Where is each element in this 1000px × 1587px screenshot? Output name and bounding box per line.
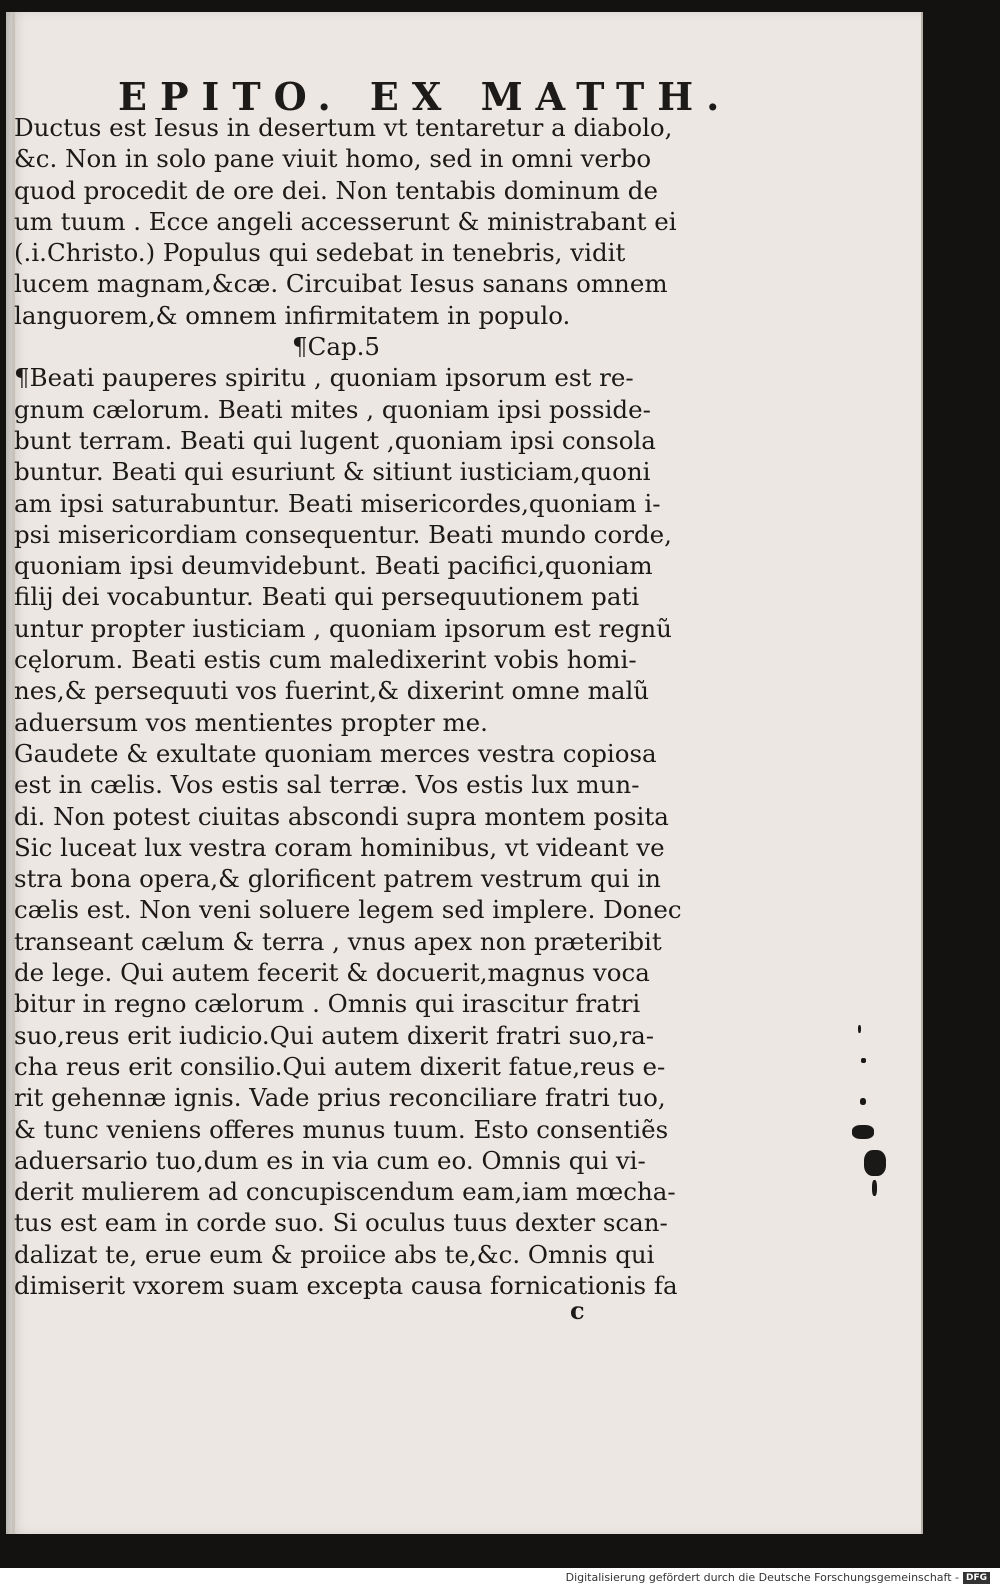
text-line: dalizat te, erue eum & proiice abs te,&c. Omnis qui [14, 1239, 655, 1269]
signature-mark: c [570, 1296, 585, 1325]
ink-mark [872, 1180, 877, 1196]
text-line: languorem,& omnem infirmitatem in populo. [14, 300, 571, 330]
ink-mark [861, 1058, 866, 1063]
text-line: est in cælis. Vos estis sal terræ. Vos estis lux mun- [14, 770, 640, 800]
text-line: Ductus est Iesus in desertum vt tentaretur a diabolo, [14, 113, 673, 142]
text-line: psi misericordiam consequentur. Beati mundo corde, [14, 519, 672, 549]
text-line: gnum cælorum. Beati mites , quoniam ipsi posside- [14, 394, 651, 424]
dfg-logo: DFG [963, 1572, 990, 1584]
text-line: aduersum vos mentientes propter me. [14, 707, 488, 737]
text-line: & tunc veniens offeres munus tuum. Esto consentiẽs [14, 1114, 669, 1144]
text-line: dimiserit vxorem suam excepta causa fornicationis fa [14, 1270, 678, 1300]
text-line: am ipsi saturabuntur. Beati misericordes,quoniam i- [14, 488, 661, 518]
ink-mark [860, 1098, 866, 1105]
running-head: EPITO. EX MATTH. [118, 74, 733, 119]
text-line: (.i.Christo.) Populus qui sedebat in tenebris, vidit [14, 238, 626, 268]
text-line: ¶Beati pauperes spiritu , quoniam ipsorum est re- [14, 363, 634, 393]
text-line: transeant cælum & terra , vnus apex non præteribit [14, 926, 662, 956]
text-line: Gaudete & exultate quoniam merces vestra copiosa [14, 738, 657, 768]
text-line: quoniam ipsi deumvidebunt. Beati pacifici,quoniam [14, 551, 653, 581]
ink-mark [864, 1150, 886, 1176]
digitization-footer [566, 1571, 990, 1584]
text-line: rit gehennæ ignis. Vade prius reconciliare fratri tuo, [14, 1083, 666, 1113]
footer-text: Digitalisierung gefördert durch die Deutsche Forschungsgemeinschaft - [565, 1571, 959, 1584]
text-line: quod procedit de ore dei. Non tentabis dominum de [14, 175, 658, 205]
text-line: derit mulierem ad concupiscendum eam,iam mœcha- [14, 1177, 676, 1207]
text-line: aduersario tuo,dum es in via cum eo. Omnis qui vi- [14, 1145, 646, 1175]
text-line: tus est eam in corde suo. Si oculus tuus dexter scan- [14, 1208, 668, 1238]
text-line: cęlorum. Beati estis cum maledixerint vobis homi- [14, 645, 637, 675]
text-line: cha reus erit consilio.Qui autem dixerit fatue,reus e- [14, 1051, 666, 1081]
text-line: bunt terram. Beati qui lugent ,quoniam ipsi consola [14, 425, 656, 455]
chapter-heading: ¶Cap.5 [292, 332, 380, 362]
text-line: suo,reus erit iudicio.Qui autem dixerit fratri suo,ra- [14, 1020, 655, 1050]
text-line: di. Non potest ciuitas abscondi supra montem posita [14, 801, 669, 831]
text-line: de lege. Qui autem fecerit & docuerit,magnus voca [14, 958, 650, 988]
text-line: untur propter iusticiam , quoniam ipsorum est regnũ [14, 613, 672, 643]
text-line: nes,& persequuti vos fuerint,& dixerint omne malũ [14, 676, 650, 706]
text-line: um tuum . Ecce angeli accesserunt & ministrabant ei [14, 206, 677, 236]
text-line: &c. Non in solo pane viuit homo, sed in omni verbo [14, 144, 652, 174]
text-line: filij dei vocabuntur. Beati qui persequutionem pati [14, 582, 640, 612]
text-line: cælis est. Non veni soluere legem sed implere. Donec [14, 895, 682, 925]
text-line: Sic luceat lux vestra coram hominibus, vt videant ve [14, 832, 665, 862]
text-line: lucem magnam,&cæ. Circuibat Iesus sanans omnem [14, 269, 668, 299]
text-line: bitur in regno cælorum . Omnis qui irascitur fratri [14, 989, 641, 1019]
text-line: stra bona opera,& glorificent patrem vestrum qui in [14, 864, 661, 894]
body-text [14, 112, 704, 1301]
ink-mark [858, 1025, 861, 1033]
ink-mark [852, 1125, 874, 1139]
text-line: buntur. Beati qui esuriunt & sitiunt iusticiam,quoni [14, 457, 651, 487]
